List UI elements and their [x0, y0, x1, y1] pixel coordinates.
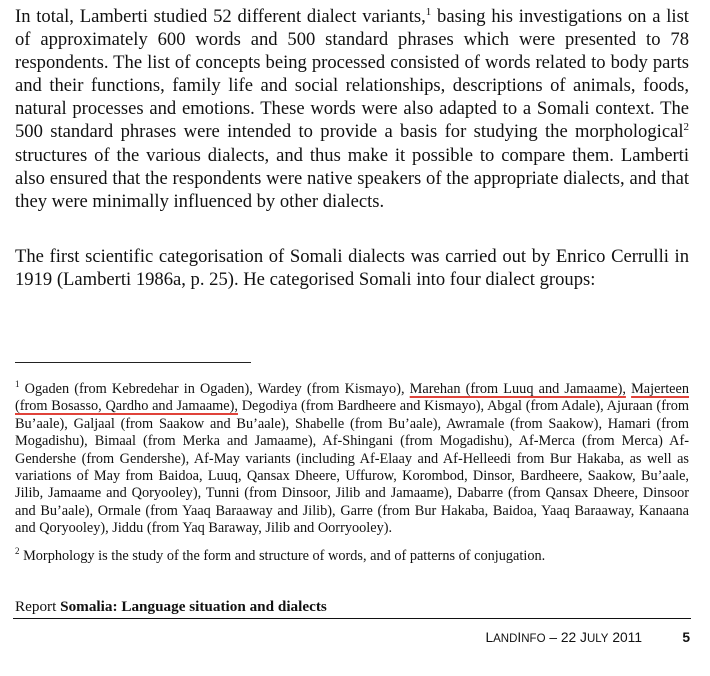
- footer-publisher-date: LANDINFO – 22 JULY 2011: [485, 630, 642, 645]
- footnote-separator: [15, 362, 251, 363]
- paragraph-1-text-b: basing his investigations on a list of approximately 600 words and 500 standard phrases which were presented to 78 respondents. The list of concepts being processed consisted of words related to body parts and their functions, family life and social relationships, descriptions of animals, foods, natural processes and emotions. These words were also adapted to a Somali context. The 500 standard phrases were intended to provide a basis for studying the morphological: [15, 6, 689, 143]
- report-title: [15, 597, 327, 616]
- footer-rule: [13, 618, 691, 619]
- annotated-majerteen: Majerteen (from Bosasso, Qardho and Jamaame),: [15, 381, 690, 415]
- footnote-1-text-a: Ogaden (from Kebredehar in Ogaden), Wardey (from Kismayo),: [19, 381, 410, 397]
- annotated-marehan: Marehan (from Luuq and Jamaame),: [409, 381, 626, 397]
- footnote-1: [15, 381, 689, 538]
- paragraph-1-text-a: In total, Lamberti studied 52 different dialect variants,: [15, 6, 426, 27]
- report-title-text: Somalia: Language situation and dialects: [60, 598, 327, 615]
- body-paragraph-2: The first scientific categorisation of Somali dialects was carried out by Enrico Cerrulli in 1919 (Lamberti 1986a, p. 25). He categorised Somali into four dialect groups:: [15, 246, 689, 291]
- footnote-2-marker: 2: [15, 546, 20, 556]
- body-paragraph-1: [15, 5, 689, 213]
- footnote-ref-1[interactable]: 1: [425, 6, 432, 18]
- footnote-ref-2[interactable]: 2: [683, 121, 689, 134]
- page-number: 5: [682, 630, 690, 645]
- footnote-1-text-b: Degodiya (from Bardheere and Kismayo), Abgal (from Adale), Ajuraan (from Bu’aale), Galjaal (from Saakow and Bu’aale), Shabelle (from Bu’aale), Awramale (from Saakow), Hamari (from Mogadishu), Bimaal (from Merka and Jamaame), Af-Shingani (from Mogadishu), Af-Merca (from Merca) Af-Gendershe (from Gendershe), Af-May variants (including Af-Elaay and Af-Helleedi from Bur Hakaba, as well as variations of May from Baidoa, Luuq, Qansax Dheere, Uffurow, Korombod, Dinsor, Bardheere, Saakow, Bu’aale, Jilib, Jamaame and Qoryooley), Tunni (from Dinsoor, Jilib and Jamaame), Dabarre (from Qansax Dheere, Dinsoor and Bu’aale), Ormale (from Yaaq Baraaway and Jilib), Garre (from Bur Hakaba, Baidoa, Yaaq Baraaway, Kanaana and Qoryooley), Jiddu (from Yaq Baraway, Jilib and Oorryooley).: [15, 398, 689, 537]
- paragraph-1-text-c: structures of the various dialects, and thus make it possible to compare them. Lamberti also ensured that the respondents were native speakers of the appropriate dialects, and that they were minimally influenced by other dialects.: [15, 144, 689, 212]
- footnote-2: [15, 548, 689, 565]
- report-prefix: Report: [15, 598, 61, 615]
- footnote-2-text: Morphology is the study of the form and structure of words, and of patterns of conjugation.: [19, 548, 546, 564]
- footnote-1-marker: 1: [15, 379, 20, 389]
